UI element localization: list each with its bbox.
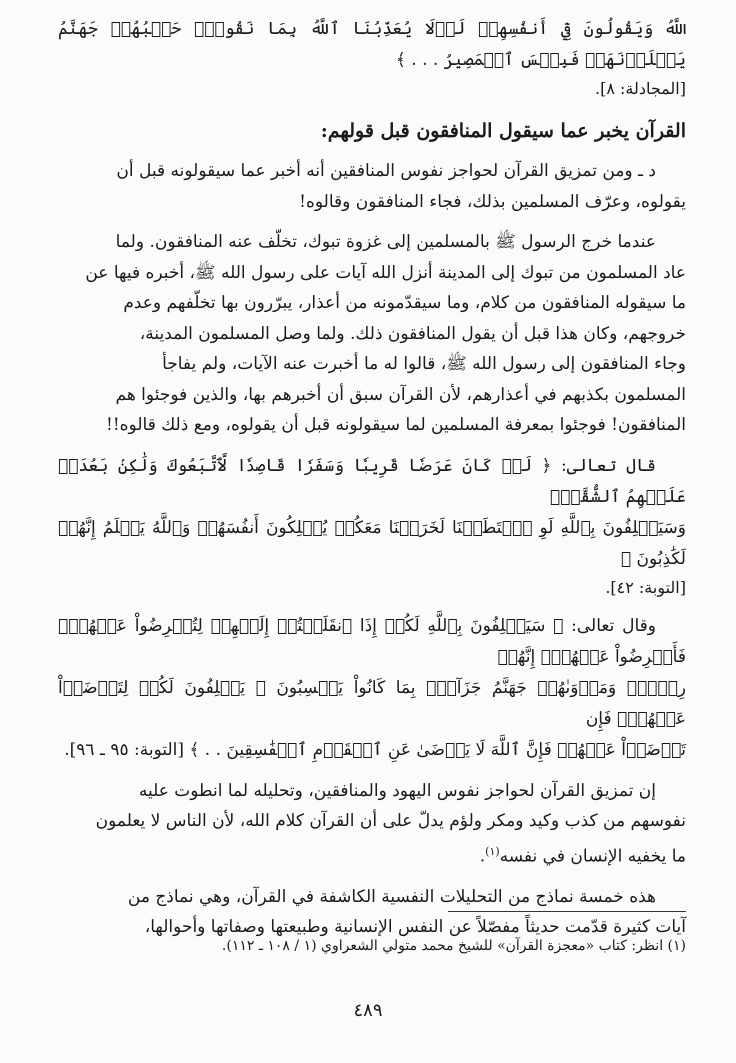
page-number: ٤٨٩ xyxy=(353,1000,383,1021)
text-line: ما سيقوله المنافقون من كلام، وما سيقدّمونه من أعذار، يبرّرون بها تخلّفهم وعدم xyxy=(123,293,686,313)
text-line: د ـ ومن تمزيق القرآن لحواجز نفوس المنافقين أنه أخبر عما سيقولونه قبل أن xyxy=(116,161,656,181)
text-line: هذه خمسة نماذج من التحليلات النفسية الكاشفة في القرآن، وهي نماذج من xyxy=(127,886,656,907)
verse-reference: [المجادلة: ٨]. xyxy=(595,79,686,98)
verse-line: وَسَيَحۡلِفُونَ بِٱللَّهِ لَوِ ٱسۡتَطَعۡنَا لَخَرَجۡنَا مَعَكُمۡ يُهۡلِكُونَ أَنفُسَهُمۡ وَٱللَّهُ يَعۡلَمُ إِنَّهُمۡ لَكَٰذِبُونَ ﴾ xyxy=(58,517,686,569)
footnote-reference[interactable]: (١) xyxy=(485,844,500,858)
verse-reference: [التوبة: ٤٢]. xyxy=(605,577,686,597)
text-line: آيات كثيرة قدّمت حديثاً مفصّلاً عن النفس الإنسانية وطبيعتها وصفاتها وأحوالها، xyxy=(144,917,686,938)
section-heading: القرآن يخبر عما سيقول المنافقون قبل قولهم: xyxy=(320,120,686,142)
paragraph-d xyxy=(58,156,686,217)
text-line: خروجهم، وكان هذا قبل أن يقول المنافقون ذلك. ولما وصل المسلمون المدينة، xyxy=(139,323,686,344)
verse-line: رِجۡسٞۖ وَمَأۡوَىٰهُمۡ جَهَنَّمُ جَزَآءَۢ بِمَا كَانُواْ يَكۡسِبُونَ ۞ يَحۡلِفُونَ لَكُمۡ لِتَرۡضَوۡاْ عَنۡهُمۡۖ فَإِن xyxy=(58,677,686,729)
text-line: يقولوه، وعرّف المسلمين بذلك، فجاء المنافقون وقالوه! xyxy=(299,191,686,212)
text-line: إن تمزيق القرآن لحواجز نفوس اليهود والمنافقين، وتحليله لما انطوت عليه xyxy=(138,780,656,801)
verse-line: قال تعالى: ﴿ لَوۡ كَانَ عَرَضٗا قَرِيبٗا وَسَفَرٗا قَاصِدٗا لَّٱتَّبَعُوكَ وَلَٰكِنۢ بَعُدَتۡ عَلَيۡهِمُ ٱلشُّقَّةُۚ xyxy=(58,455,686,507)
footnote-divider xyxy=(448,911,686,912)
paragraph-khamsa xyxy=(58,882,686,943)
text-line: نفوسهم من كذب وكيد ومكر ولؤم يدلّ على أن القرآن كلام الله، لأن الناس لا يعلمون xyxy=(95,811,686,831)
paragraph-tabuk xyxy=(58,227,686,441)
text-fragment: . xyxy=(479,846,486,867)
text-line: المسلمون بكذبهم في أعذارهم، لأن القرآن سبق أن أخبرهم بها، والذين فوجئوا هم xyxy=(115,384,686,405)
text-line: المنافقون! فوجئوا بمعرفة المسلمين لما سيقولونه قبل أن يقولوه، ومع ذلك قالوه!! xyxy=(105,415,686,435)
verse-tawba-95 xyxy=(58,611,686,766)
text-line: وجاء المنافقون إلى رسول الله ﷺ، قالوا له ما أخبرت عنه الآيات، ولم يفاجأ xyxy=(162,354,686,374)
verse-line: اللَّهُ وَيَقُولُونَ فِيٓ أَنفُسِهِمۡ لَوۡلَا يُعَذِّبُنَا ٱللَّهُ بِمَا نَقُولُۚ حَسۡبُهُمۡ جَهَنَّمُ يَصۡلَوۡنَهَاۖ فَبِئۡسَ ٱلۡمَصِيرُ . . . ﴾ xyxy=(58,19,686,70)
text-line: عندما خرج الرسول ﷺ بالمسلمين إلى غزوة تبوك، تخلّف عنه المنافقون. ولما xyxy=(115,232,656,252)
verse-tawba-42 xyxy=(58,451,686,601)
text-line: عاد المسلمون من تبوك إلى المدينة أنزل الله آيات على رسول الله ﷺ، أخبره فيها عن xyxy=(85,262,686,283)
text-line xyxy=(58,837,686,872)
top-verse xyxy=(58,14,686,102)
paragraph-tamziq xyxy=(58,776,686,872)
page-body xyxy=(58,14,686,943)
verse-line: تَرۡضَوۡاْ عَنۡهُمۡ فَإِنَّ ٱللَّهَ لَا يَرۡضَىٰ عَنِ ٱلۡقَوۡمِ ٱلۡفَٰسِقِينَ . . ﴾ [التوبة: ٩٥ ـ ٩٦]. xyxy=(64,739,686,760)
footnote: (١) انظر: كتاب «معجزة القرآن» للشيخ محمد متولي الشعراوي (١ / ١٠٨ ـ ١١٢). xyxy=(221,938,686,954)
text-fragment: ما يخفيه الإنسان في نفسه xyxy=(499,846,686,867)
verse-line: وقال تعالى: ﴿ سَيَحۡلِفُونَ بِٱللَّهِ لَكُمۡ إِذَا ٱنقَلَبۡتُمۡ إِلَيۡهِمۡ لِتُعۡرِضُواْ عَنۡهُمۡۖ فَأَعۡرِضُواْ عَنۡهُمۡۖ إِنَّهُمۡ xyxy=(58,615,686,667)
